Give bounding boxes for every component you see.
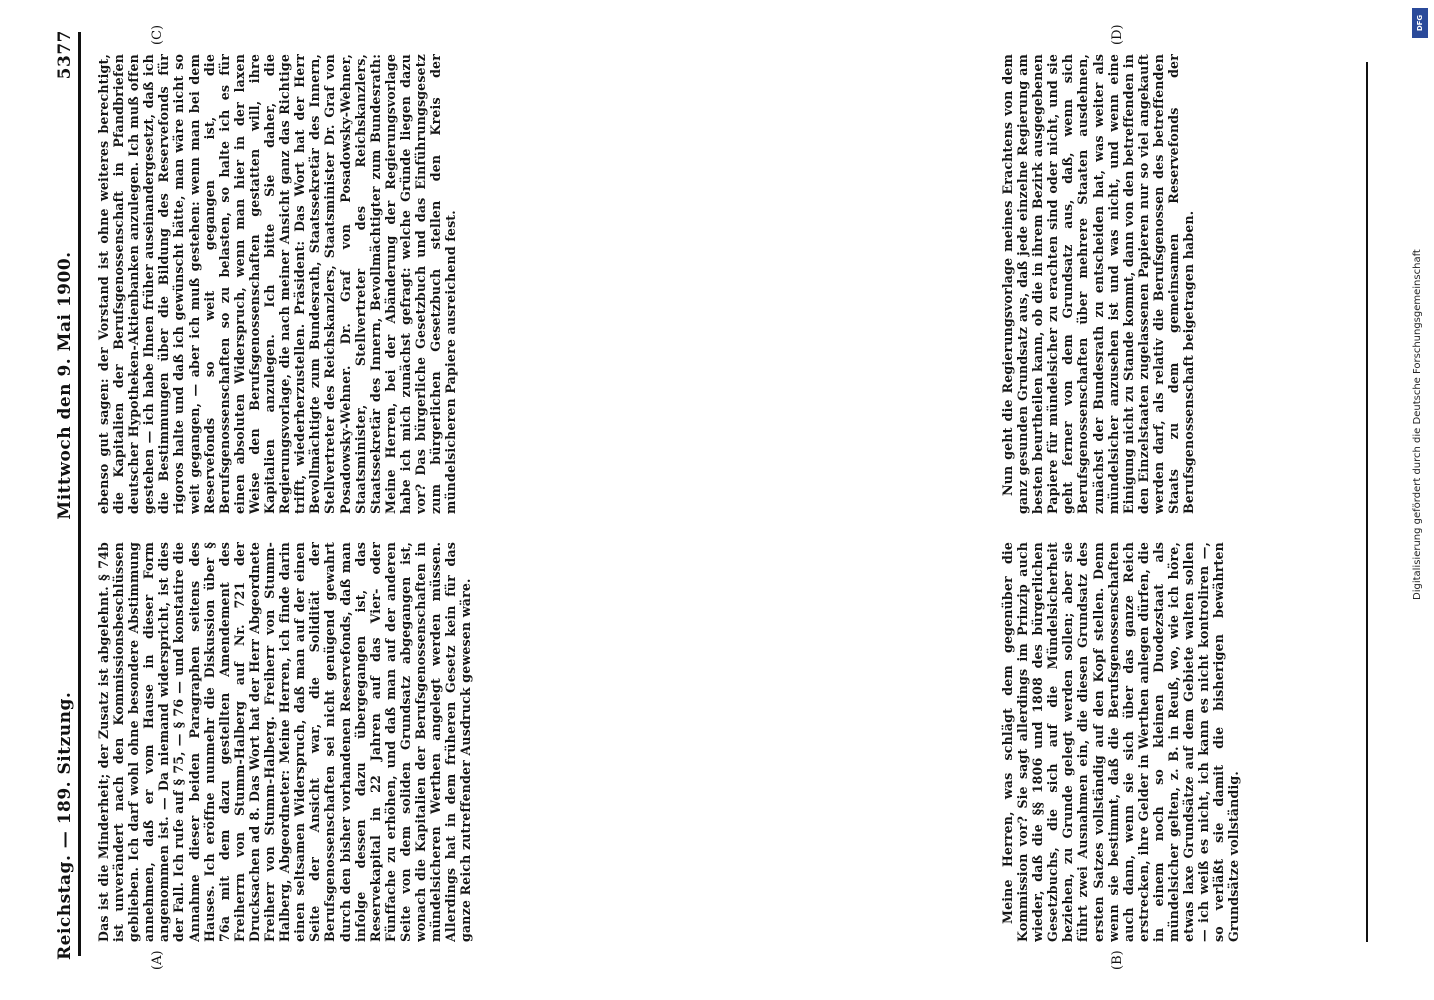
header-date: Mittwoch den 9. Mai 1900. (55, 251, 75, 520)
dfg-logo-icon: DFG (1412, 8, 1428, 38)
margin-marker-d: (D) (1110, 24, 1125, 45)
page-header (52, 30, 78, 960)
header-left-title: Reichstag. — 189. Sitzung. (55, 691, 75, 960)
column-right-bottom (1000, 54, 1360, 514)
margin-marker-c: (C) (150, 24, 165, 45)
side-credit (1404, 0, 1434, 1000)
paragraph: Meine Herren, was schlägt dem gegenüber die Kommission vor? Sie sagt allerdings im Prinzip auch wieder, daß die §§ 1806 und 1808 des bürgerlichen Gesetzbuchs, die sich auf die Mündelsicherheit beziehen, zu Grunde gelegt werden sollen; aber sie führt zwei Ausnahmen ein, die diesen Grundsatz des ersten Satzes vollständig auf den Kopf stellen. Denn wenn sie bestimmt, daß die Berufsgenossenschaften auch dann, wenn sie sich über das ganze Reich erstrecken, ihre Gelder in Werthen anlegen dürfen, die in einem noch so kleinen Duodezstaat als mündelsicher gelten, z. B. in Reuß, wo, wie ich höre, etwas laxe Grundsätze auf dem Gebiete walten sollen — ich weiß es nicht, ich kann es nicht kontroliren —, so verläßt sie damit die bisherigen bewährten Grundsätze vollständig. (1000, 542, 1242, 942)
credit-text: Digitalisierung gefördert durch die Deutsche Forschungsgemeinschaft (1412, 249, 1423, 600)
column-left-top (96, 542, 956, 942)
page-number: 5377 (55, 30, 75, 80)
column-divider (1366, 62, 1368, 942)
header-rule (78, 32, 81, 956)
paragraph: Nun geht die Regierungsvorlage meines Erachtens von dem ganz gesunden Grundsatz aus, daß jede einzelne Regierung am besten beurtheilen kann, ob die in ihrem Bezirk ausgegebenen Papiere für mündelsicher zu erachten sind oder nicht, und sie geht ferner von dem Grundsatz aus, daß, wenn sich Berufsgenossenschaften über mehrere Staaten ausdehnen, zunächst der Bundesrath zu entscheiden hat, was weiter als mündelsicher anzusehen ist und was nicht, und wenn eine Einigung nicht zu Stande kommt, dann von den betreffenden in den Einzelstaaten zugelassenen Papieren nur so viel angekauft werden darf, als relativ die Berufsgenossen des betreffenden Staats zu dem gemeinsamen Reservefonds der Berufsgenossenschaft beigetragen haben. (1000, 54, 1197, 514)
margin-marker-b: (B) (1110, 950, 1125, 970)
column-left-bottom (1000, 542, 1360, 942)
paragraph: ebenso gut sagen: der Vorstand ist ohne weiteres berechtigt, die Kapitalien der Berufsgenossenschaft in Pfandbriefen deutscher Hypotheken-Aktienbanken anzulegen. Ich muß offen gestehen — ich habe Ihnen früher auseinandergesetzt, daß ich die Bestimmungen über die Bildung des Reservefonds für rigoros halte und daß ich gewünscht hätte, man wäre nicht so weit gegangen, — aber ich muß gestehen: wenn man bei dem Reservefonds so weit gegangen ist, die Berufsgenossenschaften so zu belasten, so halte ich es für einen absoluten Widerspruch, wenn man hier in der laxen Weise den Berufsgenossenschaften gestatten will, ihre Kapitalien anzulegen. Ich bitte Sie daher, die Regierungsvorlage, die nach meiner Ansicht ganz das Richtige trifft, wiederherzustellen. Präsident: Das Wort hat der Herr Bevollmächtigte zum Bundesrath, Staatssekretär des Innern, Stellvertreter des Reichskanzlers, Staatsminister Dr. Graf von Posadowsky-Wehner. Dr. Graf von Posadowsky-Wehner, Staatsminister, Stellvertreter des Reichskanzlers, Staatssekretär des Innern, Bevollmächtigter zum Bundesrath: Meine Herren, bei der Abänderung der Regierungsvorlage habe ich mich zunächst gefragt: welche Gründe liegen dazu vor? Das bürgerliche Gesetzbuch und das Einführungsgesetz zum bürgerlichen Gesetzbuch stellen den Kreis der mündelsicheren Papiere ausreichend fest. (96, 54, 459, 514)
paragraph: Das ist die Minderheit; der Zusatz ist abgelehnt. § 74b ist unverändert nach den Kommissionsbeschlüssen geblieben. Ich darf wohl ohne besondere Abstimmung annehmen, daß er vom Hause in dieser Form angenommen ist. — Da niemand widerspricht, ist dies der Fall. Ich rufe auf § 75, — § 76 — und konstatire die Annahme dieser beiden Paragraphen seitens des Hauses. Ich eröffne nunmehr die Diskussion über § 76a mit dem dazu gestellten Amendement des Freiherrn von Stumm-Halberg auf Nr. 721 der Drucksachen ad 8. Das Wort hat der Herr Abgeordnete Freiherr von Stumm-Halberg. Freiherr von Stumm-Halberg, Abgeordneter: Meine Herren, ich finde darin einen seltsamen Widerspruch, daß man auf der einen Seite der Ansicht war, die Solidität der Berufsgenossenschaften sei nicht genügend gewahrt durch den bisher vorhandenen Reservefonds, daß man infolge dessen dazu übergegangen ist, das Reservekapital in 22 Jahren auf das Vier- oder Fünffache zu erhöhen, und daß man auf der anderen Seite von dem soliden Grundsatz abgegangen ist, wonach die Kapitalien der Berufsgenossenschaften in mündelsicheren Werthen angelegt werden müssen. Allerdings hat in dem früheren Gesetz kein für das ganze Reich zutreffender Ausdruck gewesen wäre. (96, 542, 474, 942)
column-right-top (96, 54, 956, 514)
margin-marker-a: (A) (150, 950, 165, 970)
